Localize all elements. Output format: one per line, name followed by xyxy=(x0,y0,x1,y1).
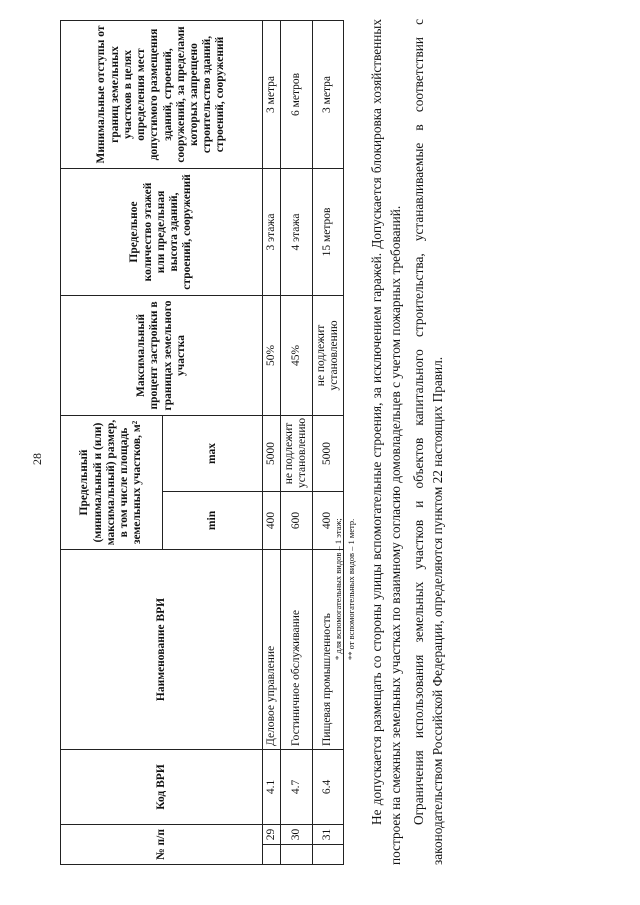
row-num: 31 xyxy=(312,824,343,844)
footnote-floors: * для вспомогательных видов – 1 этаж; xyxy=(333,518,343,660)
paragraph: Ограничения использования земельных участков и объектов капитального строительства, устанавливаемые в соответствии с законодательством Российской Федерации, определяются пунктом 22 настоящих Правил. xyxy=(410,19,445,865)
row-min: 400 xyxy=(263,491,281,549)
row-num: 30 xyxy=(281,824,312,844)
row-max: не подлежит установлению xyxy=(281,415,312,491)
row-num: 29 xyxy=(263,824,281,844)
row-name: Пищевая промышленность xyxy=(312,549,343,749)
header-max: max xyxy=(163,415,263,491)
row-code: 4.1 xyxy=(263,749,281,824)
header-setbacks: Минимальные отступы от границ земельных участков в целях определения мест допустимого размещения зданий, строений, сооружений, за пределами которых запрещено строительство зданий, строений, сооружений xyxy=(61,20,263,168)
row-min: 400 xyxy=(312,491,343,549)
row-code: 6.4 xyxy=(312,749,343,824)
page-number: 28 xyxy=(30,453,44,465)
zoning-table xyxy=(60,20,344,865)
table-row xyxy=(263,20,281,864)
row-max: 5000 xyxy=(263,415,281,491)
body-text xyxy=(368,19,452,865)
row-percent: 45% xyxy=(281,295,312,415)
header-name: Наименование ВРИ xyxy=(61,549,263,749)
row-floors: 15 метров xyxy=(312,168,343,295)
row-setback: 3 метра xyxy=(263,20,281,168)
table-row xyxy=(281,20,312,864)
row-floors: 4 этажа xyxy=(281,168,312,295)
row-setback: 3 метра xyxy=(312,20,343,168)
row-max: 5000 xyxy=(312,415,343,491)
paragraph: Не допускается размещать со стороны улицы вспомогательные строения, за исключением гаражей. Допускается блокировка хозяйственных построек на смежных земельных участках по взаимному согласию домовладельцев с учетом пожарных требований. xyxy=(369,19,403,865)
header-max-percent: Максимальный процент застройки в границах земельного участка xyxy=(61,295,263,415)
header-floors: Предельное количество этажей или предельная высота зданий, строений, сооружений xyxy=(61,168,263,295)
header-size-group: Предельный (минимальный и (или) максимальный) размер, в том числе площадь земельных участков, м² xyxy=(61,415,163,549)
row-percent: не подлежит установлению xyxy=(312,295,343,415)
row-percent: 50% xyxy=(263,295,281,415)
row-name: Гостиничное обслуживание xyxy=(281,549,312,749)
row-setback: 6 метров xyxy=(281,20,312,168)
header-code: Код ВРИ xyxy=(61,749,263,824)
row-floors: 3 этажа xyxy=(263,168,281,295)
row-min: 600 xyxy=(281,491,312,549)
row-code: 4.7 xyxy=(281,749,312,824)
header-min: min xyxy=(163,491,263,549)
row-name: Деловое управление xyxy=(263,549,281,749)
footnote-setback: ** от вспомогательных видов – 1 метр. xyxy=(346,518,356,660)
table-row xyxy=(312,20,343,864)
header-num: № п/п xyxy=(61,824,263,864)
